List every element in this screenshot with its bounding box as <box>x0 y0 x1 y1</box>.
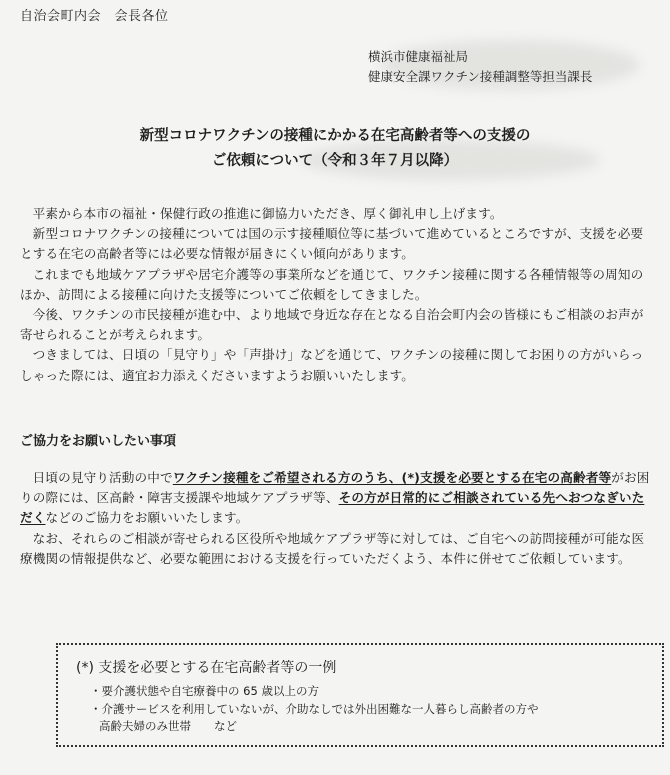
sender-block <box>368 47 592 87</box>
paragraph-background: 新型コロナワクチンの接種については国の示す接種順位等に基づいて進めているところですが、支援を必要とする在宅の高齢者等には必要な情報が届きにくい傾向があります。 <box>20 226 644 262</box>
section-body <box>20 468 652 569</box>
paragraph-outlook: 今後、ワクチンの市民接種が進む中、より地域で身近な存在となる自治会町内会の皆様にもご相談のお声が寄せられることが考えられます。 <box>20 307 644 343</box>
text-run: がお困りの際には、区高齢・障害支援課や地域ケアプラザ等、 <box>20 470 650 506</box>
note-item-line: 高齢夫婦のみ世帯 など <box>99 719 237 733</box>
title-line-1: 新型コロナワクチンの接種にかかる在宅高齢者等への支援の <box>139 128 531 144</box>
text-run: 日頃の見守り活動の中で <box>32 470 173 485</box>
paragraph-support-note: なお、それらのご相談が寄せられる区役所や地域ケアプラザ等に対しては、ご自宅への訪問接種が可能な医療機関の情報提供など、必要な範囲における支援を行っていただくよう、本件に併せてご依頼しています。 <box>20 530 645 566</box>
paragraph-previous-efforts: これまでも地域ケアプラザや居宅介護等の事業所などを通じて、ワクチン接種に関する各種情報等の周知のほか、訪問による接種に向けた支援等についてご依頼をしてきました。 <box>20 266 644 302</box>
underlined-emphasis: その方が日常的にご相談されている先へおつなぎいただく <box>20 490 645 526</box>
document-title <box>0 124 670 174</box>
paragraph-request: つきましては、日頃の「見守り」や「声掛け」などを通じて、ワクチンの接種に関してお困りの方がいらっしゃった際には、適宜お力添えくださいますようお願いいたします。 <box>20 347 644 383</box>
title-line-2: ご依頼について（令和３年７月以降） <box>211 153 459 169</box>
section-heading: ご協力をお願いしたい事項 <box>20 434 177 449</box>
note-item-line: ・介護サービスを利用していないが、介助なしでは外出困難な一人暮らし高齢者の方や <box>90 702 539 716</box>
note-item: ・要介護状態や自宅療養中の 65 歳以上の方 <box>90 684 319 698</box>
note-box <box>56 643 664 747</box>
paragraph-cooperation <box>20 468 652 529</box>
note-item <box>90 701 650 735</box>
paragraph-greeting: 平素から本市の福祉・保健行政の推進に御協力いただき、厚く御礼申し上げます。 <box>32 206 503 221</box>
text-run: などのご協力をお願いいたします。 <box>45 510 249 526</box>
note-title: (*) 支援を必要とする在宅高齢者等の一例 <box>76 660 337 676</box>
underlined-emphasis: ワクチン接種をご希望される方のうち、(*)支援を必要とする在宅の高齢者等 <box>172 470 612 485</box>
addressee: 自治会町内会 会長各位 <box>20 9 169 24</box>
body-text <box>20 204 652 386</box>
sender-title: 健康安全課ワクチン接種調整等担当課長 <box>368 69 593 84</box>
sender-department: 横浜市健康福祉局 <box>368 49 469 64</box>
